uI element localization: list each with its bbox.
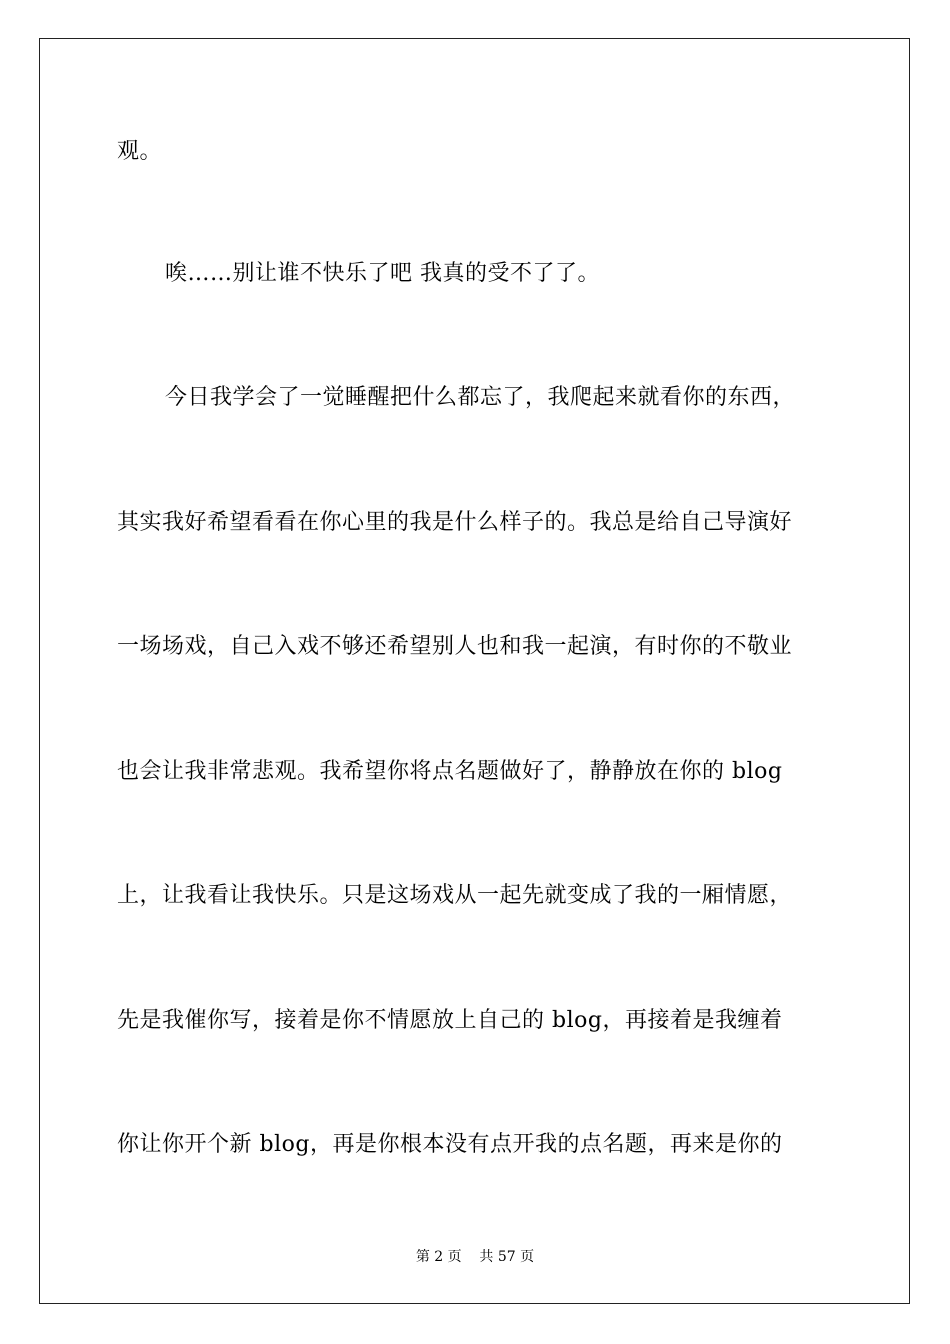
text-line-2: 唉……别让谁不快乐了吧 我真的受不了了。 — [165, 261, 600, 286]
text-line-5: 一场场戏，自己入戏不够还希望别人也和我一起演，有时你的不敬业 — [117, 634, 793, 659]
text-line-3: 今日我学会了一觉睡醒把什么都忘了，我爬起来就看你的东西， — [165, 385, 796, 410]
text-line-4: 其实我好希望看看在你心里的我是什么样子的。我总是给自己导演好 — [117, 510, 793, 535]
page-frame — [39, 38, 910, 1304]
text-line-7: 上，让我看让我快乐。只是这场戏从一起先就变成了我的一厢情愿， — [117, 883, 793, 908]
text-line-8: 先是我催你写，接着是你不情愿放上自己的 blog，再接着是我缠着 — [117, 1008, 783, 1033]
text-line-9: 你让你开个新 blog，再是你根本没有点开我的点名题，再来是你的 — [117, 1132, 783, 1157]
text-line-6: 也会让我非常悲观。我希望你将点名题做好了，静静放在你的 blog — [117, 759, 783, 784]
text-line-1: 观。 — [117, 139, 163, 164]
page-number-footer: 第 2 页 共 57 页 — [415, 1249, 535, 1265]
